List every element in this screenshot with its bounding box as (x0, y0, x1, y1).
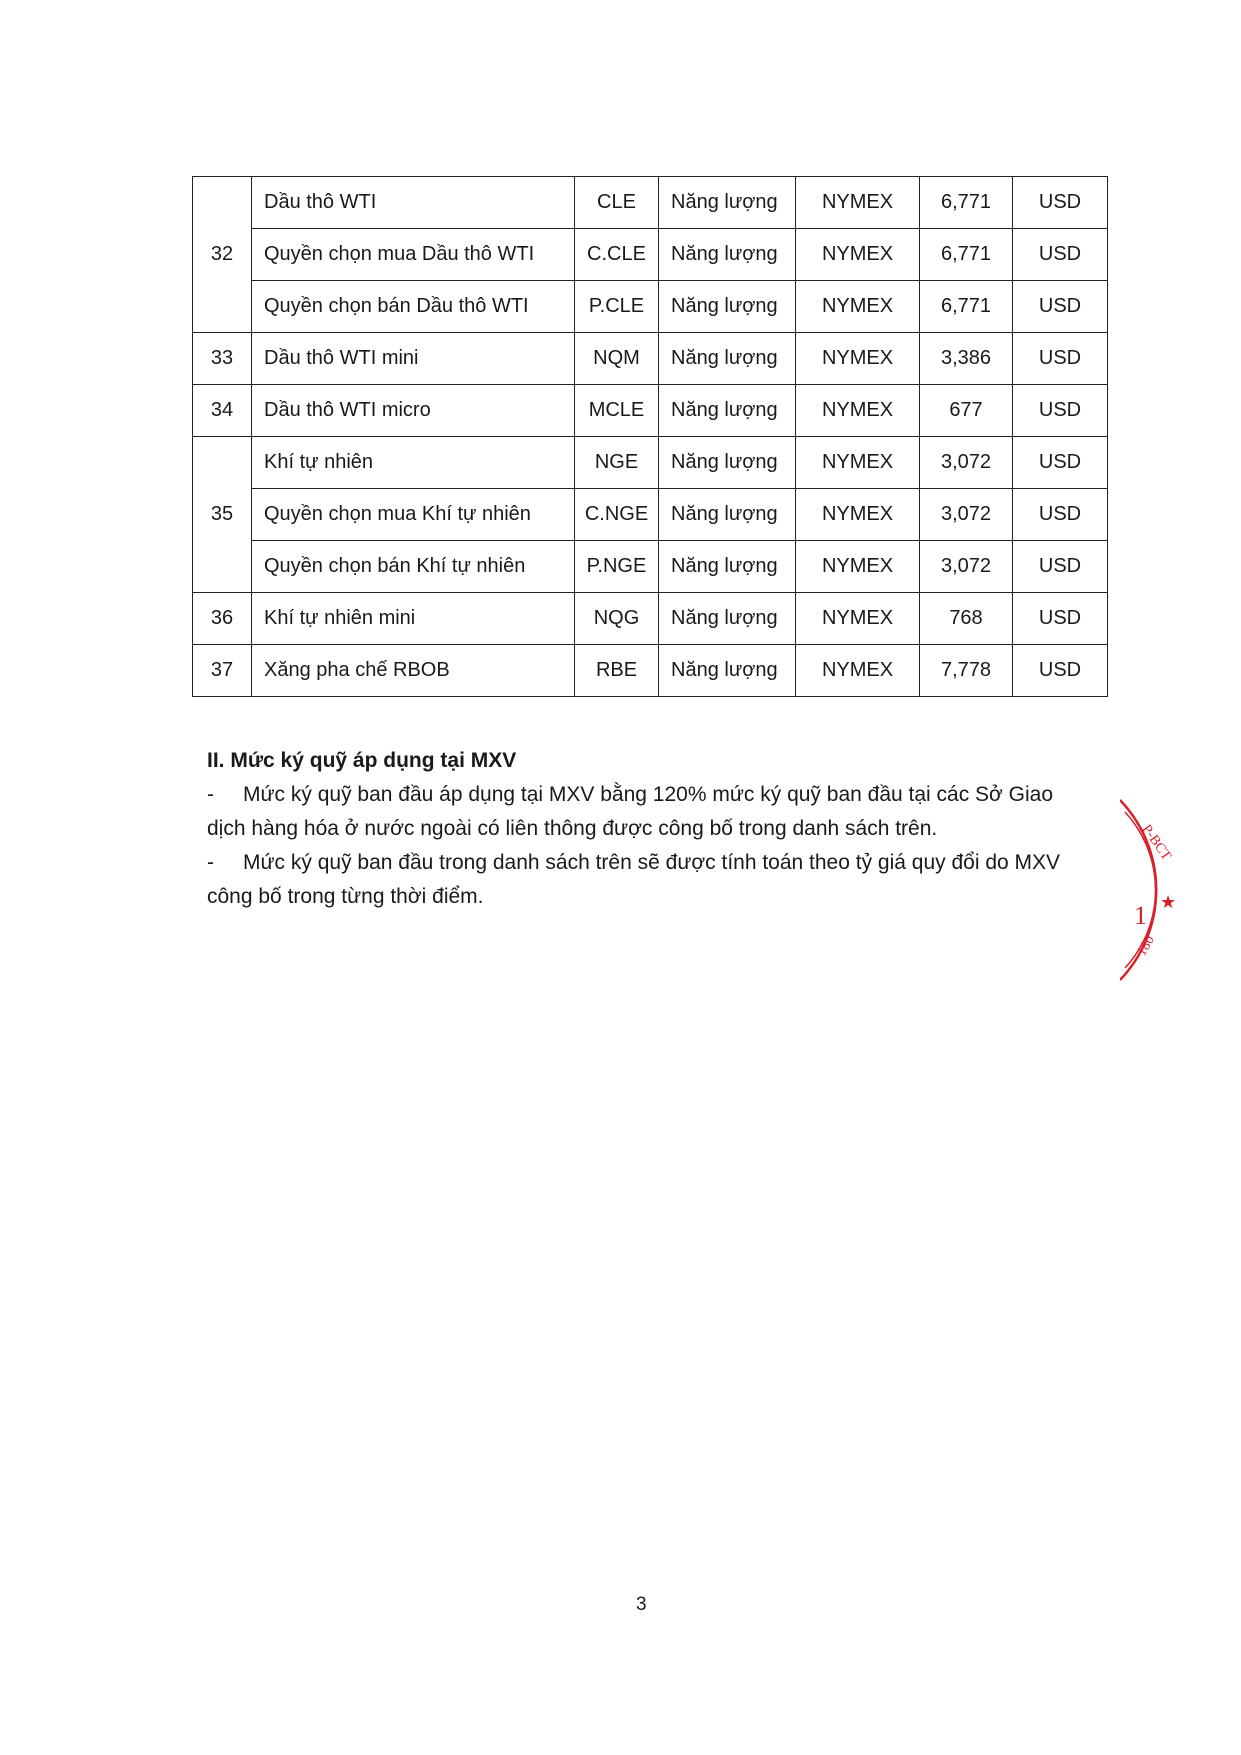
section-2-bullet-1 (207, 778, 1077, 846)
red-seal-stamp (1120, 790, 1241, 990)
currency-cell: USD (1013, 229, 1108, 281)
page-number: 3 (636, 1594, 647, 1615)
row-number: 37 (193, 645, 252, 697)
bullet-2-text: Mức ký quỹ ban đầu trong danh sách trên sẽ được tính toán theo tỷ giá quy đổi do MXV công bố trong từng thời điểm. (207, 851, 1061, 908)
product-code-cell: RBE (575, 645, 659, 697)
table-row (193, 281, 1108, 333)
exchange-cell: NYMEX (796, 229, 920, 281)
row-number: 35 (193, 437, 252, 593)
currency-cell: USD (1013, 437, 1108, 489)
margin-cell: 677 (920, 385, 1013, 437)
exchange-cell: NYMEX (796, 489, 920, 541)
product-name-cell: Dầu thô WTI (252, 177, 575, 229)
product-group-cell: Năng lượng (659, 229, 796, 281)
margin-cell: 6,771 (920, 229, 1013, 281)
currency-cell: USD (1013, 281, 1108, 333)
product-name-cell: Khí tự nhiên mini (252, 593, 575, 645)
product-code-cell: C.CLE (575, 229, 659, 281)
product-group-cell: Năng lượng (659, 437, 796, 489)
margin-cell: 6,771 (920, 281, 1013, 333)
product-code-cell: P.NGE (575, 541, 659, 593)
stamp-star-icon: ★ (1160, 892, 1177, 912)
product-name-cell: Quyền chọn bán Dầu thô WTI (252, 281, 575, 333)
currency-cell: USD (1013, 177, 1108, 229)
product-group-cell: Năng lượng (659, 333, 796, 385)
currency-cell: USD (1013, 541, 1108, 593)
product-name-cell: Quyền chọn mua Khí tự nhiên (252, 489, 575, 541)
currency-cell: USD (1013, 385, 1108, 437)
currency-cell: USD (1013, 489, 1108, 541)
product-name-cell: Quyền chọn bán Khí tự nhiên (252, 541, 575, 593)
section-2 (207, 744, 1077, 914)
exchange-cell: NYMEX (796, 645, 920, 697)
exchange-cell: NYMEX (796, 437, 920, 489)
exchange-cell: NYMEX (796, 385, 920, 437)
currency-cell: USD (1013, 593, 1108, 645)
product-code-cell: NQM (575, 333, 659, 385)
product-group-cell: Năng lượng (659, 645, 796, 697)
currency-cell: USD (1013, 645, 1108, 697)
margin-cell: 768 (920, 593, 1013, 645)
table-row (193, 437, 1108, 489)
product-name-cell: Xăng pha chế RBOB (252, 645, 575, 697)
product-code-cell: MCLE (575, 385, 659, 437)
product-group-cell: Năng lượng (659, 177, 796, 229)
product-name-cell: Quyền chọn mua Dầu thô WTI (252, 229, 575, 281)
row-number: 36 (193, 593, 252, 645)
margin-cell: 3,072 (920, 489, 1013, 541)
row-number: 32 (193, 177, 252, 333)
stamp-mark: 1 (1134, 901, 1147, 930)
product-code-cell: NGE (575, 437, 659, 489)
table-row (193, 593, 1108, 645)
margin-cell: 3,072 (920, 541, 1013, 593)
product-code-cell: C.NGE (575, 489, 659, 541)
product-group-cell: Năng lượng (659, 281, 796, 333)
bullet-1-text: Mức ký quỹ ban đầu áp dụng tại MXV bằng 120% mức ký quỹ ban đầu tại các Sở Giao dịch hàng hóa ở nước ngoài có liên thông được công bố trong danh sách trên. (207, 783, 1054, 840)
section-2-bullet-2 (207, 846, 1077, 914)
row-number: 33 (193, 333, 252, 385)
margin-cell: 3,072 (920, 437, 1013, 489)
product-name-cell: Khí tự nhiên (252, 437, 575, 489)
table-row (193, 645, 1108, 697)
table-row (193, 541, 1108, 593)
product-group-cell: Năng lượng (659, 541, 796, 593)
section-2-heading: II. Mức ký quỹ áp dụng tại MXV (207, 749, 517, 772)
product-group-cell: Năng lượng (659, 593, 796, 645)
table-row (193, 333, 1108, 385)
exchange-cell: NYMEX (796, 333, 920, 385)
margin-table-body (193, 177, 1108, 697)
exchange-cell: NYMEX (796, 281, 920, 333)
table-row (193, 489, 1108, 541)
margin-table (192, 176, 1108, 697)
product-name-cell: Dầu thô WTI micro (252, 385, 575, 437)
bullet-mark: - (207, 851, 214, 874)
exchange-cell: NYMEX (796, 593, 920, 645)
table-row (193, 385, 1108, 437)
product-code-cell: CLE (575, 177, 659, 229)
product-name-cell: Dầu thô WTI mini (252, 333, 575, 385)
bullet-mark: - (207, 783, 214, 806)
table-row (193, 229, 1108, 281)
currency-cell: USD (1013, 333, 1108, 385)
row-number: 34 (193, 385, 252, 437)
stamp-digits-fragment: 180 (1134, 933, 1158, 959)
product-code-cell: NQG (575, 593, 659, 645)
product-group-cell: Năng lượng (659, 385, 796, 437)
margin-cell: 3,386 (920, 333, 1013, 385)
stamp-text-fragment: P-BCT (1138, 822, 1174, 864)
margin-cell: 6,771 (920, 177, 1013, 229)
table-row (193, 177, 1108, 229)
exchange-cell: NYMEX (796, 177, 920, 229)
product-code-cell: P.CLE (575, 281, 659, 333)
exchange-cell: NYMEX (796, 541, 920, 593)
product-group-cell: Năng lượng (659, 489, 796, 541)
margin-cell: 7,778 (920, 645, 1013, 697)
